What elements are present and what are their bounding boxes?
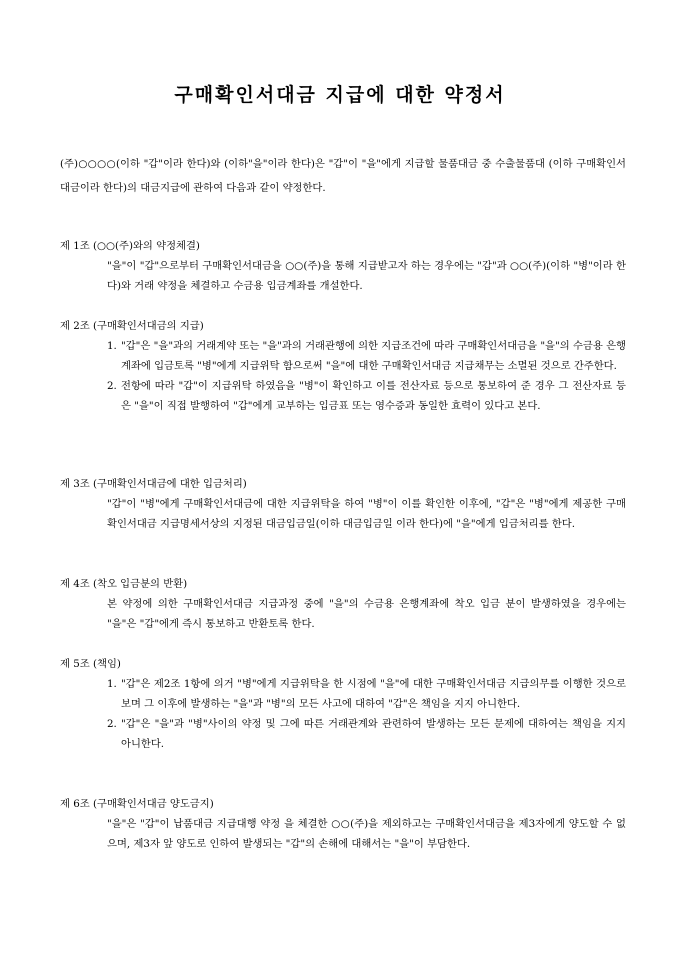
item-text: "갑"은 제2조 1항에 의거 "병"에게 지급위탁을 한 시점에 "을"에 대한 구매확인서대금 지급의무를 이행한 것으로 보며 그 이후에 발생하는 "을"과 "병"의 모든 사고에 대하여 "갑"은 책임을 지지 아니한다.	[121, 678, 626, 710]
article-items	[107, 674, 626, 754]
list-item	[107, 376, 626, 416]
article-body: "갑"이 "병"에게 구매확인서대금에 대한 지급위탁을 하여 "병"이 이를 확인한 이후에, "갑"은 "병"에게 제공한 구매확인서대금 지급명세서상의 지정된 대금입금일(이하 대금입금일 이라 한다)에 "을"에게 입금처리를 한다.	[107, 498, 626, 530]
article-body: "을"이 "갑"으로부터 구매확인서대금을 ○○(주)을 통해 지급받고자 하는 경우에는 "갑"과 ○○(주)(이하 "병"이라 한다)와 거래 약정을 체결하고 수금용 입금계좌를 개설한다.	[107, 260, 626, 292]
article-heading: 제 1조 (○○(주)와의 약정체결)	[60, 240, 200, 252]
article-items	[107, 336, 626, 416]
article-body: "을"은 "갑"이 납품대금 지급대행 약정 을 체결한 ○○(주)을 제외하고는 구매확인서대금을 제3자에게 양도할 수 없으며, 제3자 앞 양도로 인하여 발생되는 "갑"의 손해에 대해서는 "을"이 부담한다.	[107, 818, 626, 850]
article-4	[60, 574, 626, 634]
intro-paragraph: (주)○○○○(이하 "갑"이라 한다)와 (이하"을"이라 한다)은 "갑"이 "을"에게 지급할 물품대금 중 수출물품대 (이하 구매확인서대금이라 한다)의 대금지급에 관하여 다음과 같이 약정한다.	[60, 158, 626, 194]
item-number: 2.	[107, 718, 117, 730]
item-number: 1.	[107, 340, 117, 352]
list-item	[107, 674, 626, 714]
article-2	[60, 316, 626, 416]
item-number: 1.	[107, 678, 117, 690]
article-heading: 제 5조 (책임)	[60, 658, 121, 670]
item-number: 2.	[107, 380, 117, 392]
article-6	[60, 794, 626, 854]
article-5	[60, 654, 626, 754]
article-heading: 제 6조 (구매확인서대금 양도금지)	[60, 798, 214, 810]
list-item	[107, 336, 626, 376]
article-heading: 제 3조 (구매확인서대금에 대한 입금처리)	[60, 478, 247, 490]
article-heading: 제 2조 (구매확인서대금의 지급)	[60, 320, 204, 332]
document-title: 구매확인서대금 지급에 대한 약정서	[174, 84, 506, 106]
item-text: 전항에 따라 "갑"이 지급위탁 하였음을 "병"이 확인하고 이를 전산자료 등으로 통보하여 준 경우 그 전산자료 등은 "을"이 직접 발행하여 "갑"에게 교부하는 입금표 또는 영수증과 동일한 효력이 있다고 본다.	[121, 380, 626, 412]
list-item	[107, 714, 626, 754]
article-body: 본 약정에 의한 구매확인서대금 지급과정 중에 "을"의 수금용 은행계좌에 착오 입금 분이 발생하였을 경우에는 "을"은 "갑"에게 즉시 통보하고 반환토록 한다.	[107, 598, 626, 630]
article-3	[60, 474, 626, 534]
article-heading: 제 4조 (착오 입금분의 반환)	[60, 578, 188, 590]
article-1	[60, 236, 626, 296]
item-text: "갑"은 "을"과의 거래계약 또는 "을"과의 거래관행에 의한 지급조건에 따라 구매확인서대금을 "을"의 수금용 은행계좌에 입금토록 "병"에게 지급위탁 함으로써 "을"에 대한 구매확인서대금 지급채무는 소멸된 것으로 간주한다.	[121, 340, 626, 372]
item-text: "갑"은 "을"과 "병"사이의 약정 및 그에 따른 거래관계와 관련하여 발생하는 모든 문제에 대하여는 책임을 지지 아니한다.	[121, 718, 626, 750]
